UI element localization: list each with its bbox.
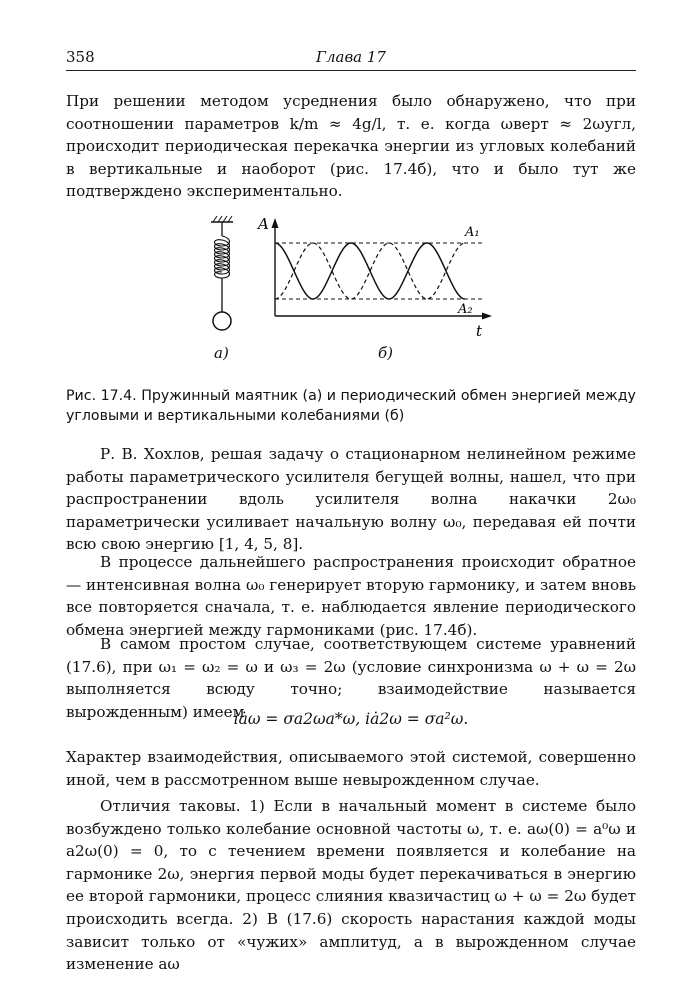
paragraph-5: Характер взаимодействия, описываемого этой системой, совершенно иной, чем в рассмотренном выше невырожденном случае. [66,748,636,789]
spring-pendulum [211,216,233,330]
spring-coil [215,236,230,278]
y-axis-arrow [272,218,279,228]
figure-caption: Рис. 17.4. Пружинный маятник (а) и периодический обмен энергией между угловыми и вертикальными колебаниями (б) [66,388,636,424]
paragraph-2: Р. В. Хохлов, решая задачу о стационарном нелинейном режиме работы параметрического усилителя бегущей волны, нашел, что при распространении вдоль усилителя волна накачки 2ω₀ параметрически усиливает начальную волну ω₀, передавая ей почти всю свою энергию [1, 4, 5, 8]. [66,445,636,554]
ceiling-hatch [213,216,232,222]
paragraph-3: В процессе дальнейшего распространения происходит обратное — интенсивная волна ω₀ генерирует вторую гармонику, и затем вновь все повторяется сначала, т. е. наблюдается явление периодического обмена энергией между гармониками (рис. 17.4б). [66,553,636,639]
label-axis-t: t [476,322,483,340]
paragraph-1: При решении методом усреднения было обнаружено, что при соотношении параметров k/m ≈ 4g/l, т. е. когда ωверт ≈ 2ωугл, происходит периодическая перекачка энергии из угловых колебаний в вертикальные и наоборот (рис. 17.4б), что и было тут же подтверждено экспериментально. [66,92,636,201]
label-a1: A₁ [465,225,480,240]
figure-17-4 [200,212,500,367]
x-axis-arrow [482,313,492,320]
figure-label-a: а) [214,344,229,362]
equation: iȧω = σa2ωa*ω, iȧ2ω = σa²ω. [233,710,469,728]
paragraph-4: В самом простом случае, соответствующем системе уравнений (17.6), при ω₁ = ω₂ = ω и ω₃ = 2ω (условие синхронизма ω + ω = 2ω выполняется всюду точно; взаимодействие называется вырожденным) имеем [66,635,636,721]
chapter-title: Глава 17 [316,48,386,66]
page-header [66,44,636,71]
label-a2: A₂ [458,302,473,317]
page-number: 358 [66,48,95,66]
energy-plot [256,215,492,340]
pendulum-bob [213,312,231,330]
figure-label-b: б) [378,344,394,362]
figure-svg [200,212,500,367]
paragraph-6: Отличия таковы. 1) Если в начальный момент в системе было возбуждено только колебание основной частоты ω, т. е. aω(0) = a⁰ω и a2ω(0) = 0, то с течением времени появляется и колебание на гармонике 2ω, энергия первой моды будет перекачиваться в энергию ее второй гармоники, процесс слияния квазичастиц ω + ω = 2ω будет происходить всегда. 2) В (17.6) скорость нарастания каждой моды зависит только от «чужих» амплитуд, а в вырожденном случае изменение aω [66,797,636,974]
label-axis-a: A [258,215,269,233]
